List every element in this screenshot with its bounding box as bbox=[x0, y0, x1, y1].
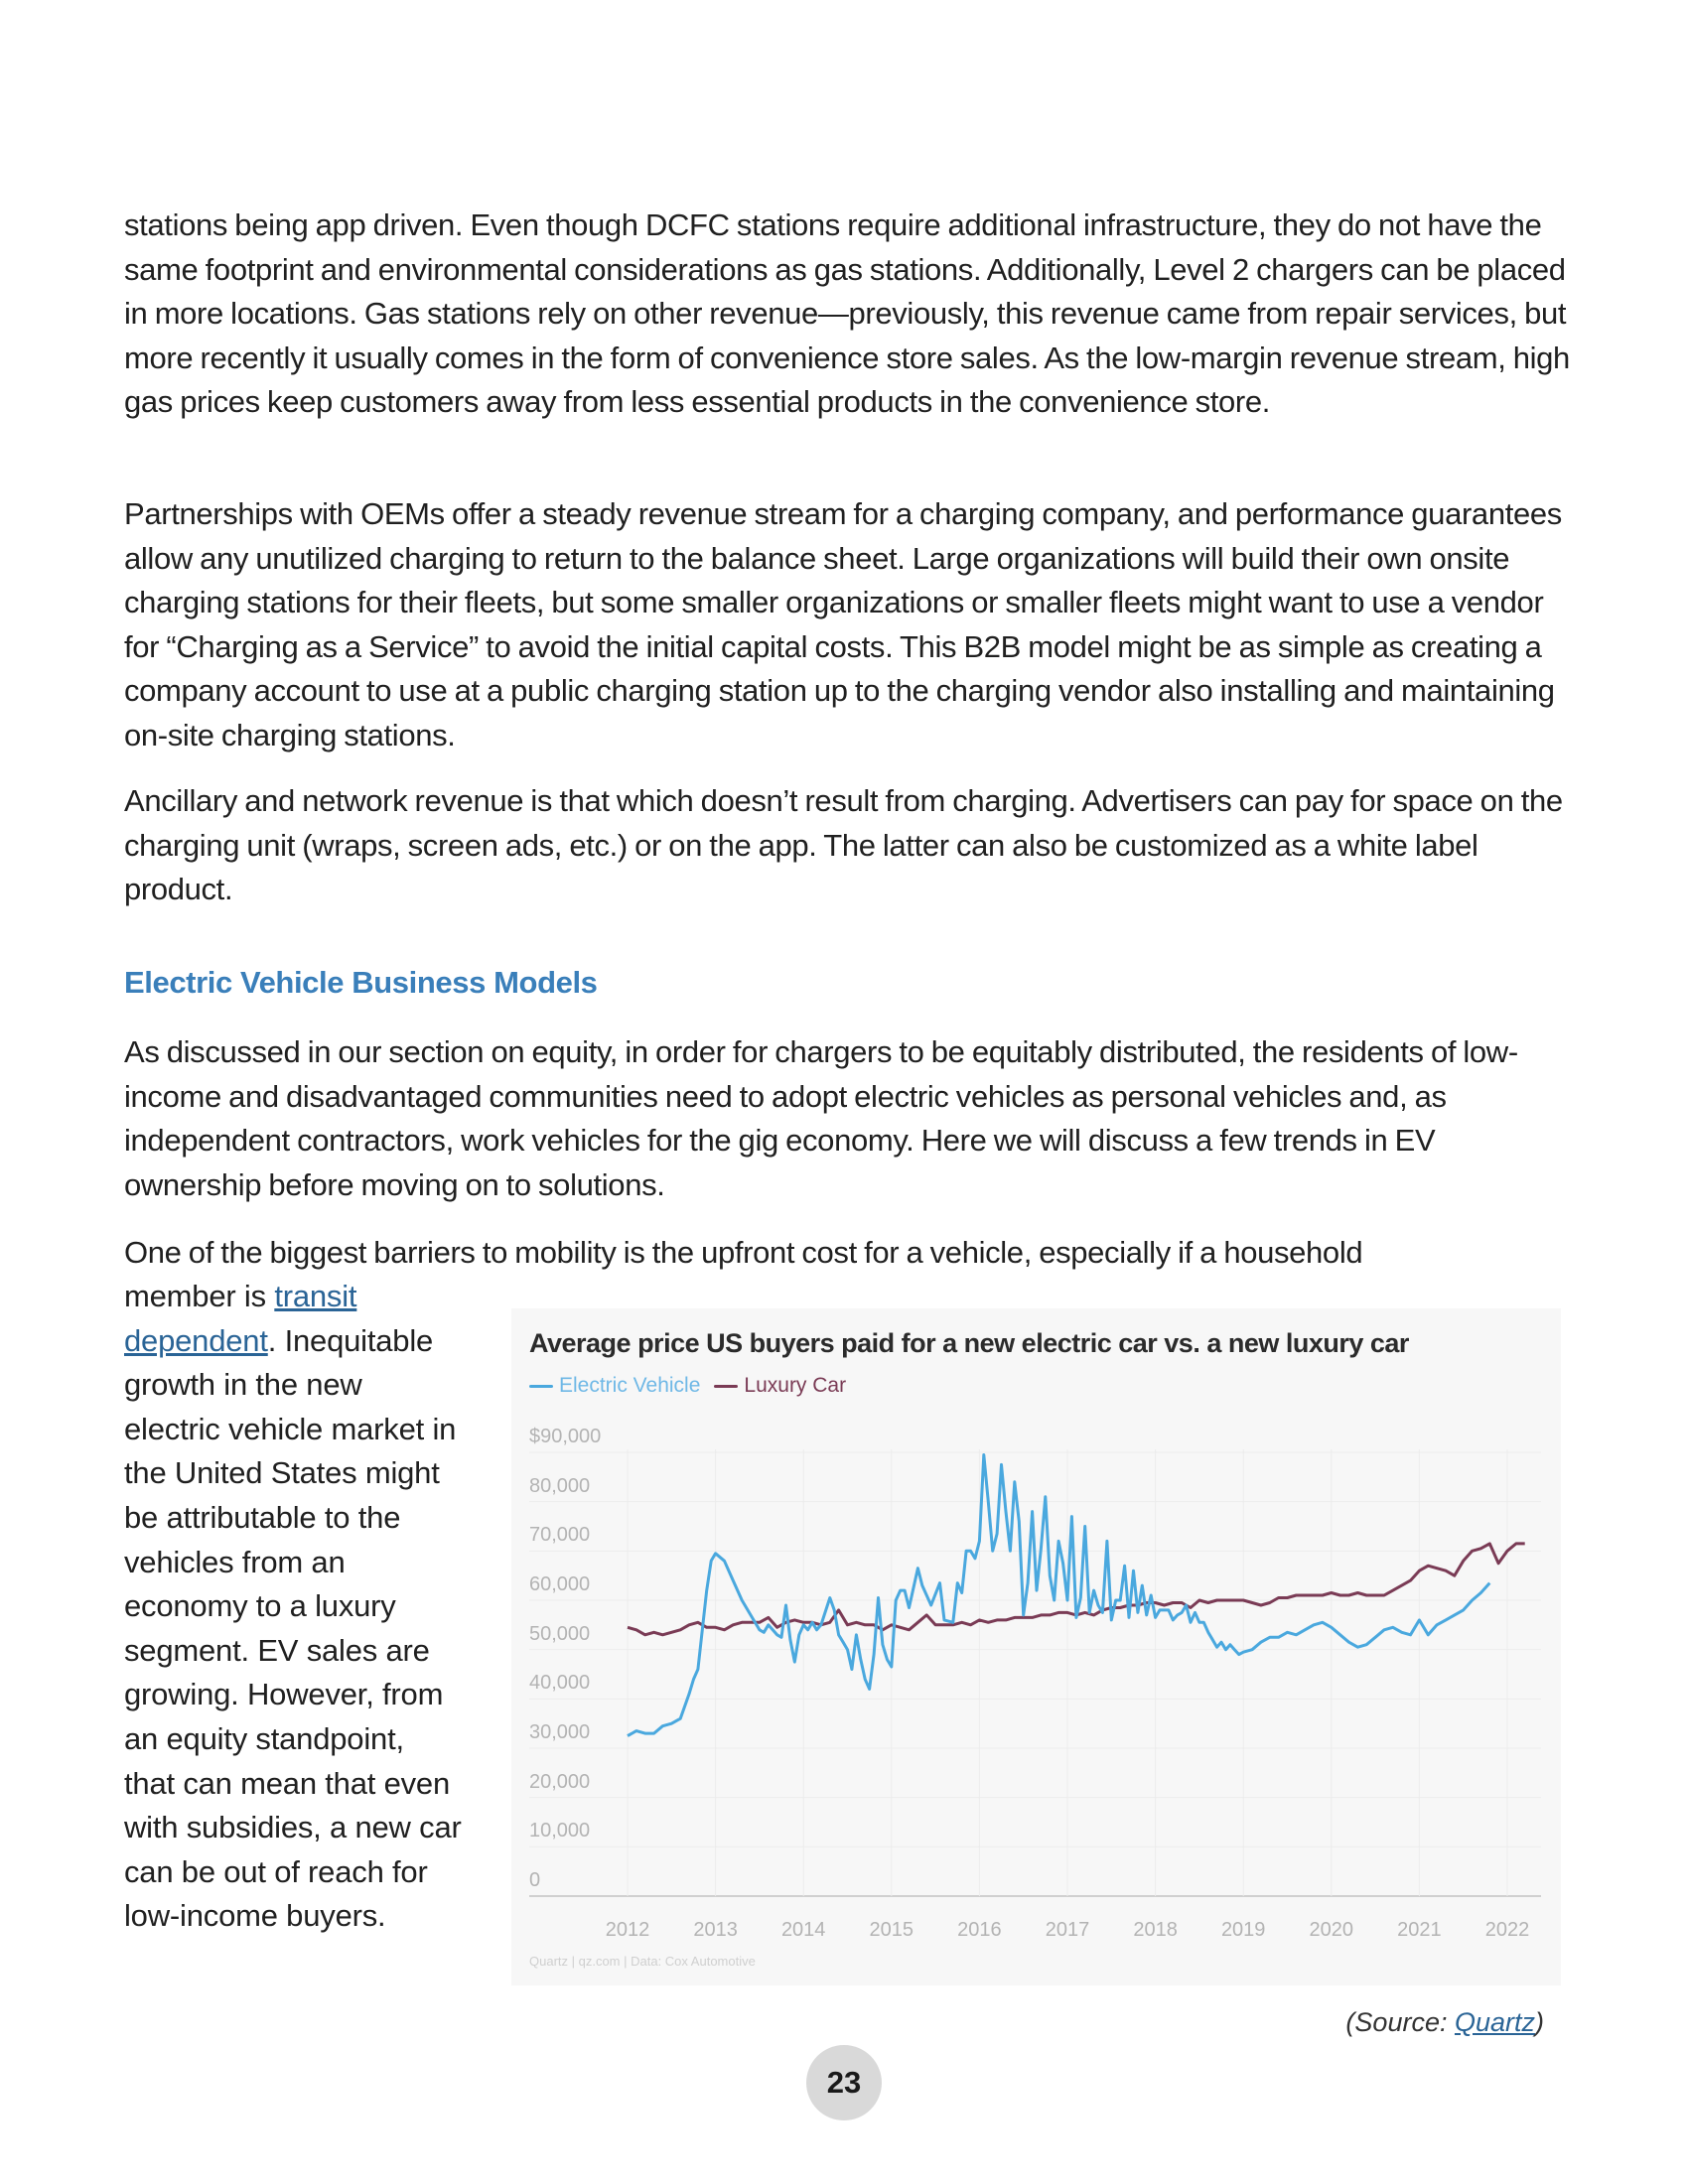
x-tick-label: 2015 bbox=[869, 1919, 914, 1941]
source-prefix: (Source: bbox=[1345, 2007, 1455, 2037]
chart-title: Average price US buyers paid for a new electric car vs. a new luxury car bbox=[529, 1328, 1409, 1358]
x-tick-label: 2014 bbox=[780, 1919, 826, 1941]
quartz-source-link[interactable]: Quartz bbox=[1454, 2007, 1535, 2037]
y-tick-label: 20,000 bbox=[529, 1770, 591, 1793]
y-tick-label: 50,000 bbox=[529, 1622, 591, 1645]
x-tick-label: 2021 bbox=[1397, 1919, 1442, 1941]
chart-credit: Quartz | qz.com | Data: Cox Automotive bbox=[529, 1954, 756, 1969]
y-tick-label: 70,000 bbox=[529, 1524, 591, 1547]
x-tick-label: 2019 bbox=[1220, 1919, 1266, 1941]
wrap-suffix: . Inequitable growth in the new electric vehicle market in the United States might be attributable to the vehicles from an economy to a luxury segment. EV sales are growing. However, from an equity standpoint, that can mean that even with subsidies, a new car can be out of reach for low-income buyers. bbox=[124, 1322, 462, 1934]
y-tick-label: 10,000 bbox=[529, 1820, 591, 1843]
section-heading: Electric Vehicle Business Models bbox=[124, 965, 598, 1000]
source-suffix: ) bbox=[1535, 2007, 1544, 2037]
chart-gridlines bbox=[529, 1449, 1541, 1896]
paragraph-ancillary-revenue: Ancillary and network revenue is that which doesn’t result from charging. Advertisers can pay for space on the charging unit (wraps, screen ads, etc.) or on the app. The latter can also be customized as a white label product. bbox=[124, 783, 1563, 907]
x-tick-label: 2012 bbox=[605, 1919, 650, 1941]
transit-dependent-link[interactable]: transit dependent bbox=[124, 1279, 357, 1358]
x-tick-label: 2016 bbox=[957, 1919, 1002, 1941]
y-tick-label: 30,000 bbox=[529, 1721, 591, 1743]
paragraph-charging-revenue: stations being app driven. Even though DCFC stations require additional infrastructure, they do not have the same footprint and environmental considerations as gas stations. Additionally, Level 2 chargers can be placed in more locations. Gas stations rely on other revenue—previously, this revenue came from repair services, but more recently it usually comes in the form of convenience store sales. As the low-margin revenue stream, high gas prices keep customers away from less essential products in the convenience store. bbox=[124, 207, 1570, 420]
page-number-badge: 23 bbox=[806, 2045, 882, 2120]
y-tick-label: $90,000 bbox=[529, 1426, 602, 1447]
x-tick-label: 2013 bbox=[693, 1919, 738, 1941]
x-tick-label: 2022 bbox=[1484, 1919, 1530, 1941]
y-tick-label: 0 bbox=[529, 1869, 541, 1891]
paragraph-equity: As discussed in our section on equity, in order for chargers to be equitably distributed, the residents of low-income and disadvantaged communities need to adopt electric vehicles as personal vehicles and, as independent contractors, work vehicles for the gig economy. Here we will discuss a few trends in EV ownership before moving on to solutions. bbox=[124, 1034, 1518, 1202]
legend-label: Luxury Car bbox=[744, 1374, 847, 1397]
legend-label: Electric Vehicle bbox=[559, 1374, 701, 1397]
wrap-prefix: member is bbox=[124, 1279, 275, 1313]
x-tick-label: 2018 bbox=[1133, 1919, 1178, 1941]
electric-vehicle-line bbox=[628, 1455, 1489, 1736]
y-tick-label: 80,000 bbox=[529, 1474, 591, 1497]
y-tick-label: 60,000 bbox=[529, 1573, 591, 1595]
y-tick-label: 40,000 bbox=[529, 1672, 591, 1695]
paragraph-oem-partnerships: Partnerships with OEMs offer a steady revenue stream for a charging company, and performance guarantees allow any unutilized charging to return to the balance sheet. Large organizations will build their own onsite charging stations for their fleets, but some smaller organizations or smaller fleets might want to use a vendor for “Charging as a Service” to avoid the initial capital costs. This B2B model might be as simple as creating a company account to use at a public charging station up to the charging vendor also installing and maintaining on-site charging stations. bbox=[124, 496, 1562, 752]
x-tick-label: 2017 bbox=[1045, 1919, 1090, 1941]
paragraph-barriers-intro: One of the biggest barriers to mobility is the upfront cost for a vehicle, especially if a household bbox=[124, 1235, 1363, 1270]
figure-source bbox=[1345, 2007, 1544, 2038]
x-tick-label: 2020 bbox=[1309, 1919, 1354, 1941]
